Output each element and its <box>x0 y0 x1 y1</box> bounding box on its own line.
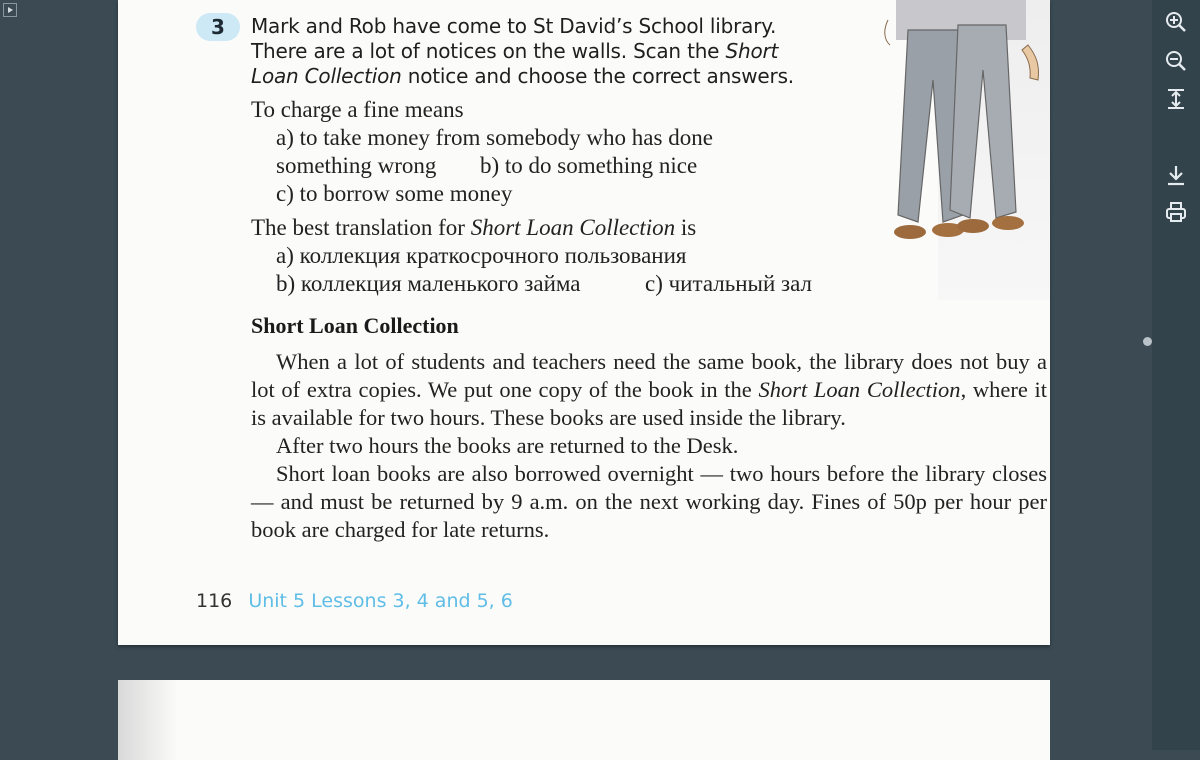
print-icon[interactable] <box>1164 200 1188 224</box>
exercise-number-badge: 3 <box>196 13 240 41</box>
question-2-option-b: b) коллекция маленького займа <box>276 271 581 296</box>
question-2-stem <box>251 215 696 241</box>
notice-paragraph-1 <box>251 348 1047 432</box>
question-1-stem: To charge a fine means <box>251 97 464 122</box>
stem-text: The best translation for <box>251 215 465 240</box>
zoom-in-icon[interactable] <box>1164 10 1188 34</box>
next-page <box>118 680 1050 760</box>
stem-italic: Short Loan Collection <box>470 215 676 240</box>
exercise-instructions <box>251 14 831 89</box>
notice-paragraph-3: Short loan books are also borrowed overnight — two hours before the library closes — and must be returned by 9 a.m. on the next working day. Fines of 50p per hour per book are charged for late returns. <box>251 461 1047 542</box>
download-icon[interactable] <box>1164 163 1188 187</box>
task-italic: Short <box>725 39 779 63</box>
question-2-option-a: a) коллекция краткосрочного пользования <box>276 243 687 268</box>
fit-page-icon[interactable] <box>1164 87 1188 111</box>
page-fold-shadow <box>118 680 178 760</box>
task-text: There are a lot of notices on the walls. Scan the <box>251 39 720 63</box>
task-text: notice and choose the correct answers. <box>407 64 794 88</box>
question-2-option-c: c) читальный зал <box>645 271 812 296</box>
illustration-boys-trousers <box>878 0 1050 250</box>
page-number: 116 <box>196 590 233 612</box>
task-line-2 <box>251 39 831 64</box>
question-1-option-a: a) to take money from somebody who has done <box>276 125 713 150</box>
page-footer <box>196 590 513 612</box>
notice-text: , where it is available for two hours. These books are used inside the library. <box>251 377 1047 430</box>
zoom-out-icon[interactable] <box>1164 49 1188 73</box>
question-1-option-b: b) to do something nice <box>480 153 698 178</box>
scrollbar-thumb[interactable] <box>1143 337 1152 346</box>
right-toolbar <box>1152 0 1200 750</box>
task-italic: Loan Collection <box>251 64 402 88</box>
notice-title: Short Loan Collection <box>251 313 459 338</box>
task-line-3 <box>251 64 831 89</box>
sidebar-toggle-icon[interactable] <box>3 3 17 17</box>
notice-italic: Short Loan Collection <box>758 377 961 402</box>
notice-paragraph-2: After two hours the books are returned to the Desk. <box>276 433 739 458</box>
question-1-option-c: c) to borrow some money <box>276 181 513 206</box>
task-line-1: Mark and Rob have come to St David’s School library. <box>251 14 777 38</box>
document-page <box>118 0 1050 645</box>
unit-label: Unit 5 Lessons 3, 4 and 5, 6 <box>248 590 513 612</box>
question-1-option-a-cont: something wrong <box>276 153 437 178</box>
notice-text: When a lot of students and teachers need the same book, the library does not buy a lot of extra copies. We put one copy of the book in the <box>251 349 1047 402</box>
stem-text: is <box>680 215 697 240</box>
notice-body <box>251 348 1047 544</box>
